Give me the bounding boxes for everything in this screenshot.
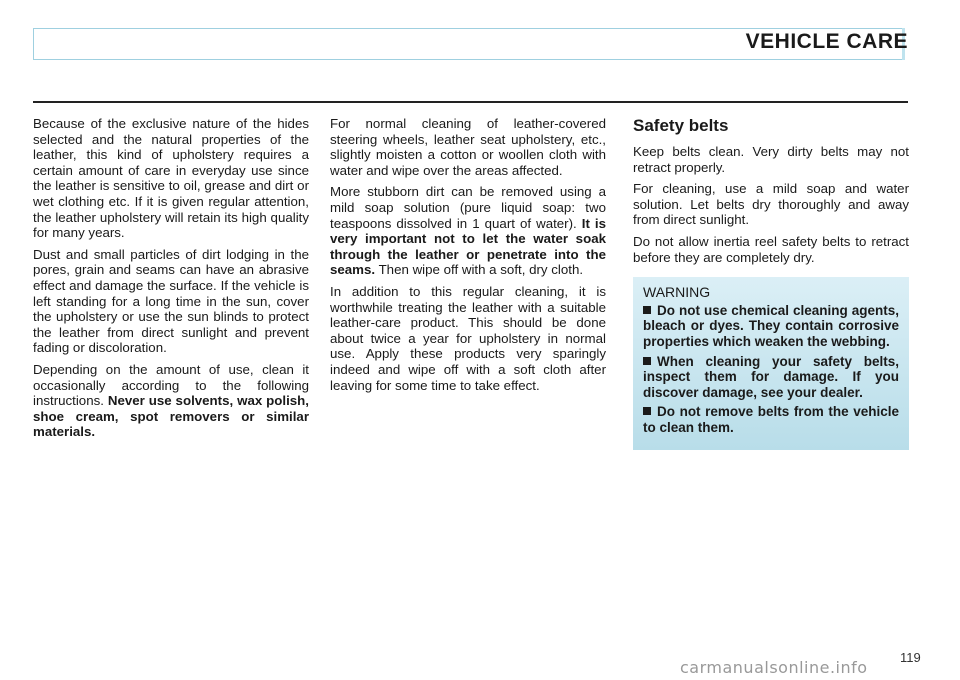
watermark: carmanualsonline.info [680,658,868,677]
paragraph-text: Then wipe off with a soft, dry cloth. [375,262,584,278]
bullet-icon [643,357,651,365]
divider-rule [33,101,908,103]
column-safety-belts [633,116,909,450]
paragraph: Keep belts clean. Very dirty belts may not retract properly. [633,144,909,175]
paragraph: For normal cleaning of leather-covered steering wheels, leather seat upholstery, etc., slightly moisten a cotton or woollen cloth with water and wipe over the areas affected. [330,116,606,178]
warning-item: When cleaning your safety belts, inspect them for damage. If you discover damage, see your dealer. [643,353,899,400]
column-leather-cleaning [330,116,606,399]
column-leather-care [33,116,309,446]
paragraph-bold: Never use solvents, wax polish, shoe cream, spot removers or similar materials. [33,393,309,440]
warning-item: Do not remove belts from the vehicle to clean them. [643,404,899,435]
paragraph-text: More stubborn dirt can be removed using a mild soap solution (pure liquid soap: two teaspoons dissolved in 1 quart of water). [330,184,606,231]
page-number: 119 [900,650,921,665]
paragraph: Because of the exclusive nature of the hides selected and the natural properties of the leather, this kind of upholstery requires a certain amount of care in everyday use since the leather is sensitive to oil, grease and dirt or wet clothing etc. If it is given regular attention, the leather upholstery will retain its high quality for many years. [33,116,309,241]
page-title: VEHICLE CARE [745,30,908,53]
paragraph: For cleaning, use a mild soap and water solution. Let belts dry thoroughly and away from direct sunlight. [633,181,909,228]
paragraph [330,184,606,278]
bullet-icon [643,407,651,415]
paragraph-bold: It is very important not to let the water soak through the leather or penetrate into the seams. [330,215,607,278]
paragraph [33,362,309,440]
section-heading: Safety belts [633,116,729,135]
paragraph: Dust and small particles of dirt lodging in the pores, grain and seams can have an abrasive effect and damage the surface. If the vehicle is left standing for a long time in the sun, cover the upholstery or use the sun blinds to protect the leather from direct sunlight and prevent fading or discoloration. [33,246,309,356]
bullet-icon [643,306,651,314]
warning-box [633,277,909,449]
warning-item: Do not use chemical cleaning agents, bleach or dyes. They contain corrosive properties which weaken the webbing. [643,302,899,349]
paragraph: In addition to this regular cleaning, it is worthwhile treating the leather with a suitable leather-care product. This should be done about twice a year for upholstery in normal use. Apply these products very sparingly indeed and wipe off with a soft cloth after leaving for some time to take effect. [330,283,606,393]
paragraph: Do not allow inertia reel safety belts to retract before they are completely dry. [633,233,909,265]
warning-title: WARNING [643,284,711,301]
paragraph-text: Depending on the amount of use, clean it occasionally according to the following instructions. [33,361,309,409]
